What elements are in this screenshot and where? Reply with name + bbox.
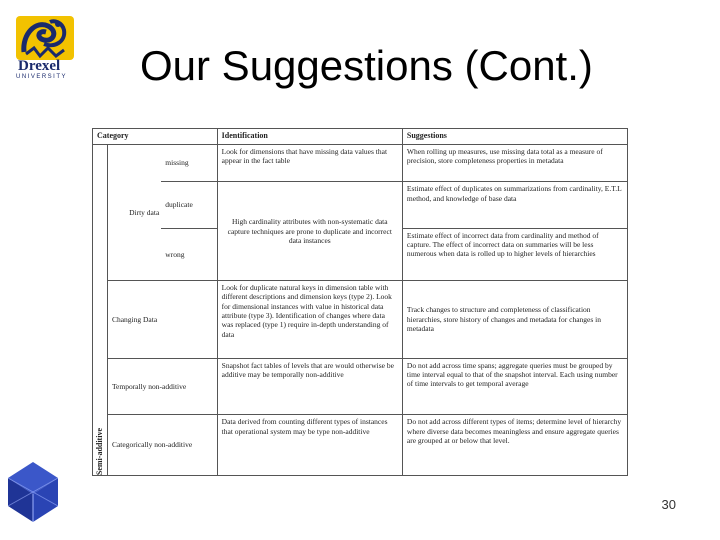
- table-row: [93, 182, 628, 228]
- temporal-identification: Snapshot fact tables of levels that are would otherwise be additive may be temporally non-additive: [217, 358, 402, 415]
- slide-title: Our Suggestions (Cont.): [140, 42, 593, 89]
- gem-decoration-icon: [4, 460, 62, 524]
- missing-label: missing: [161, 144, 217, 182]
- duplicate-label: duplicate: [161, 182, 217, 228]
- wrong-suggestion: Estimate effect of incorrect data from cardinality and method of capture. The effect of incorrect data on summaries will be less numerous when data is rolled up to higher levels of hierarchies: [402, 228, 627, 280]
- missing-suggestion: When rolling up measures, use missing data total as a measure of precision, store completeness properties in metadata: [402, 144, 627, 182]
- table-row: [93, 144, 628, 182]
- header-category: Category: [93, 129, 218, 145]
- categorical-identification: Data derived from counting different types of instances that operational system may be type non-additive: [217, 415, 402, 476]
- changing-data-label: Changing Data: [107, 280, 217, 358]
- table-row: [93, 358, 628, 415]
- missing-identification: Look for dimensions that have missing data values that appear in the fact table: [217, 144, 402, 182]
- changing-identification: Look for duplicate natural keys in dimension table with different descriptions and dimension keys (type 2). Look for dimensional instances with value in historical data attribute (type 3). Identification of changes where data was replaced (type 1) require in-depth understanding of data: [217, 280, 402, 358]
- categorical-label: Categorically non-additive: [107, 415, 217, 476]
- header-suggestions: Suggestions: [402, 129, 627, 145]
- table-header-row: [93, 129, 628, 145]
- semi-additive-label: Semi-additive: [93, 144, 108, 475]
- duplicate-wrong-identification: High cardinality attributes with non-systematic data capture techniques are prone to duplicate and incorrect data instances: [217, 182, 402, 281]
- logo-subtext: UNIVERSITY: [16, 74, 68, 80]
- wrong-label: wrong: [161, 228, 217, 280]
- categorical-suggestion: Do not add across different types of items; determine level of hierarchy where diverse data becomes meaningless and ensure aggregate queries are grouped at or below that level.: [402, 415, 627, 476]
- table-row: [93, 280, 628, 358]
- header-identification: Identification: [217, 129, 402, 145]
- duplicate-suggestion: Estimate effect of duplicates on summarizations from cardinality, E.T.L method, and knowledge of base data: [402, 182, 627, 228]
- suggestions-table: [92, 128, 628, 476]
- dirty-data-label: Dirty data: [107, 144, 161, 280]
- page-number: 30: [661, 497, 676, 512]
- table-row: [93, 415, 628, 476]
- temporal-suggestion: Do not add across time spans; aggregate queries must be grouped by time interval equal to that of the snapshot interval. Each using number of time intervals to get temporal average: [402, 358, 627, 415]
- temporal-label: Temporally non-additive: [107, 358, 217, 415]
- changing-suggestion: Track changes to structure and completeness of classification hierarchies, store history of changes and metadata for changes in metadata: [402, 280, 627, 358]
- logo-wordmark: Drexel: [18, 58, 61, 74]
